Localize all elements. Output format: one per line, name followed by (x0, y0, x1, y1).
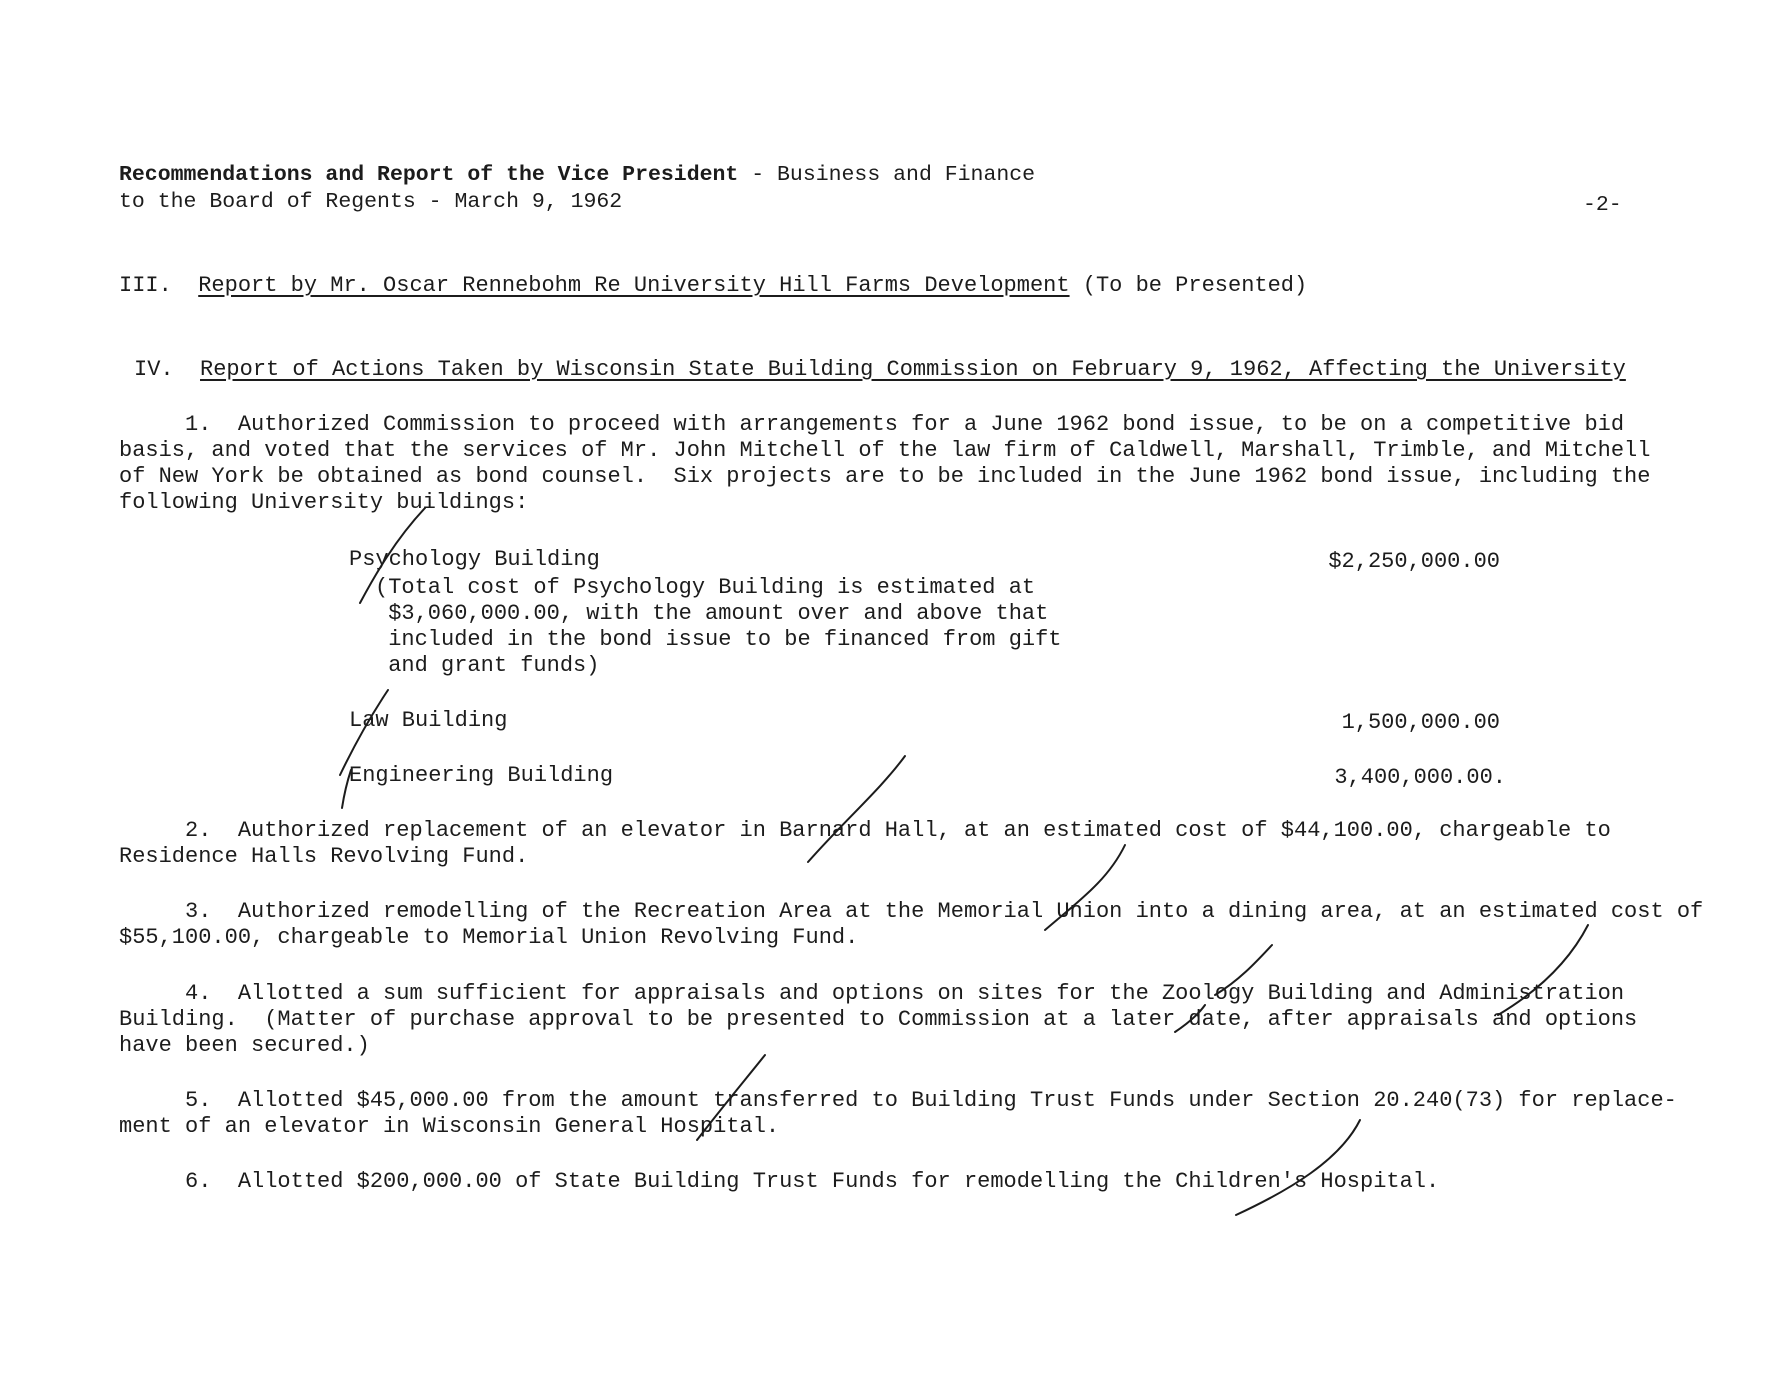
item-4-line: 4. Allotted a sum sufficient for appraisals and options on sites for the Zoology Building and Administration (119, 981, 1625, 1006)
check-mark-later (1175, 1005, 1205, 1032)
psychology-note-line: (Total cost of Psychology Building is estimated at (375, 575, 1036, 600)
item-4-line: have been secured.) (119, 1033, 370, 1058)
section-3-note: (To be Presented) (1069, 273, 1308, 298)
check-mark-engineering (342, 770, 351, 808)
item-3-line: 3. Authorized remodelling of the Recreation Area at the Memorial Union into a dining area, at an estimated cost of (119, 899, 1704, 924)
check-mark-barnard (808, 756, 905, 862)
item-1-line: 1. Authorized Commission to proceed with arrangements for a June 1962 bond issue, to be on a competitive bid (119, 412, 1625, 437)
page-number: -2- (1583, 193, 1622, 217)
check-mark-zoology (1215, 945, 1272, 995)
header-title-rest: - Business and Finance (738, 163, 1036, 187)
item-1-line: of New York be obtained as bond counsel. Six projects are to be included in the June 1962 bond issue, including the (119, 464, 1651, 489)
check-mark-administration (1498, 925, 1588, 1015)
section-4-numeral: IV. (134, 357, 174, 382)
psychology-note-line: $3,060,000.00, with the amount over and above that (375, 601, 1049, 626)
section-3-numeral: III. (119, 273, 172, 298)
building-amount-engineering: 3,400,000.00. (1334, 765, 1506, 790)
check-mark-psychology (360, 508, 425, 603)
section-4-title: Report of Actions Taken by Wisconsin State Building Commission on February 9, 1962, Affecting the University (200, 357, 1626, 382)
psychology-note-line: and grant funds) (375, 653, 600, 678)
item-5-line: ment of an elevator in Wisconsin General Hospital. (119, 1114, 780, 1139)
check-mark-memorial (1045, 845, 1125, 930)
header-line-2: to the Board of Regents - March 9, 1962 (119, 190, 623, 214)
item-3-line: $55,100.00, chargeable to Memorial Union Revolving Fund. (119, 925, 859, 950)
building-name-engineering: Engineering Building (349, 763, 614, 788)
check-mark-amount (697, 1055, 765, 1140)
check-mark-hospital (1236, 1120, 1360, 1215)
item-4-line: Building. (Matter of purchase approval to be presented to Commission at a later date, after appraisals and options (119, 1007, 1638, 1032)
building-amount-psychology: $2,250,000.00 (1328, 549, 1500, 574)
item-5-line: 5. Allotted $45,000.00 from the amount transferred to Building Trust Funds under Section 20.240(73) for replace- (119, 1088, 1677, 1113)
check-mark-law (340, 690, 388, 775)
building-name-law: Law Building (349, 708, 508, 733)
section-3-title: Report by Mr. Oscar Rennebohm Re University Hill Farms Development (198, 273, 1070, 298)
building-amount-law: 1,500,000.00 (1341, 710, 1500, 735)
item-2-line: 2. Authorized replacement of an elevator in Barnard Hall, at an estimated cost of $44,100.00, chargeable to (119, 818, 1611, 843)
item-1-line: following University buildings: (119, 490, 529, 515)
psychology-note-line: included in the bond issue to be financed from gift (375, 627, 1062, 652)
item-6-line: 6. Allotted $200,000.00 of State Building Trust Funds for remodelling the Children's Hospital. (119, 1169, 1440, 1194)
item-2-line: Residence Halls Revolving Fund. (119, 844, 529, 869)
item-1-line: basis, and voted that the services of Mr. John Mitchell of the law firm of Caldwell, Marshall, Trimble, and Mitchell (119, 438, 1651, 463)
building-name-psychology: Psychology Building (349, 547, 600, 572)
header-title-bold: Recommendations and Report of the Vice President (119, 163, 739, 187)
